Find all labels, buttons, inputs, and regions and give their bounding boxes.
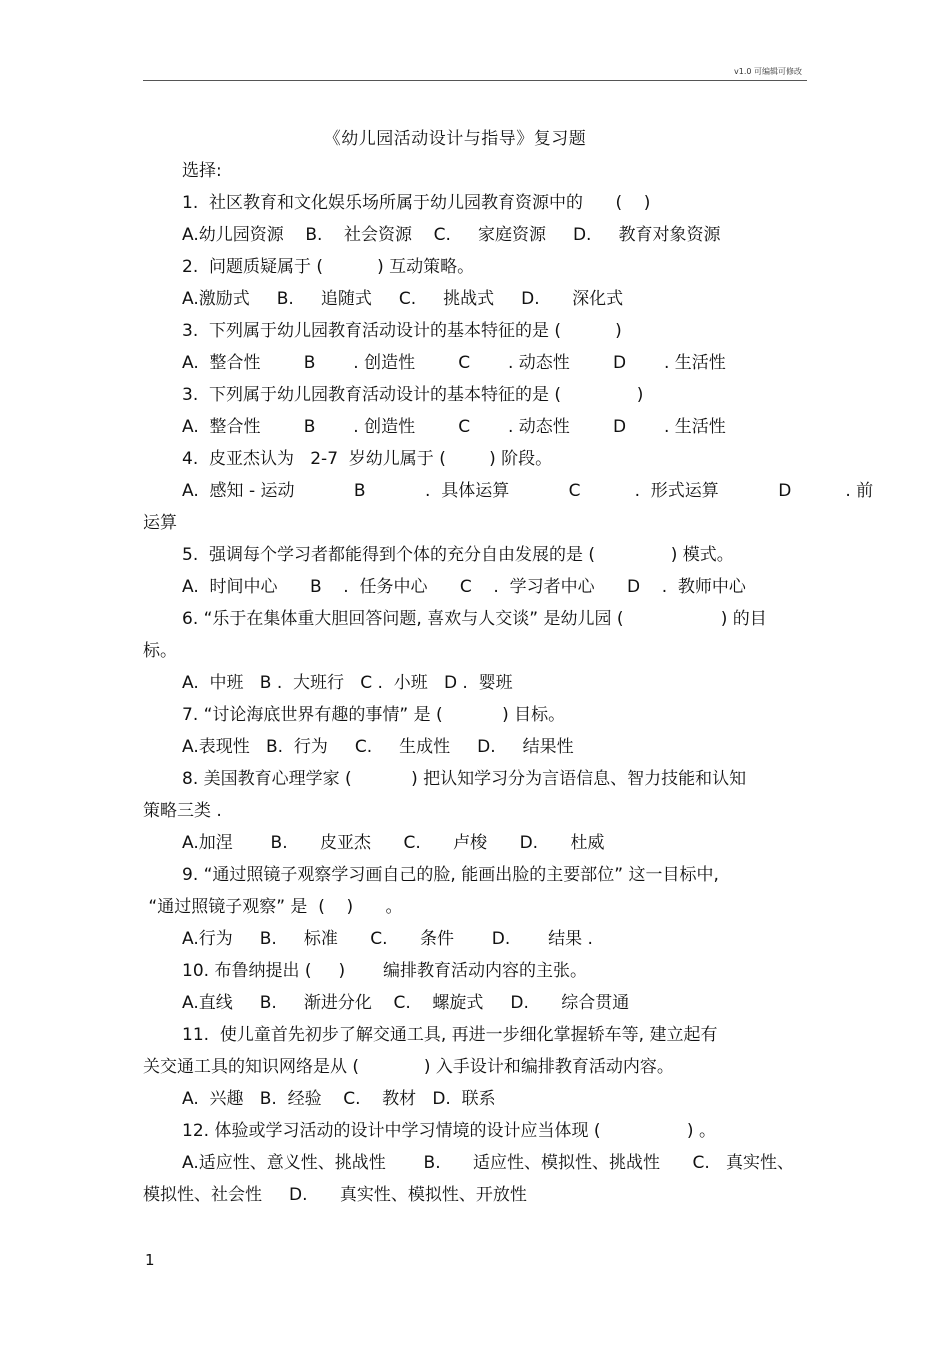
question-line: 3. 下列属于幼儿园教育活动设计的基本特征的是 ( ) — [182, 385, 644, 405]
header-rule — [143, 80, 807, 81]
question-line: 12. 体验或学习活动的设计中学习情境的设计应当体现 ( ) 。 — [182, 1121, 716, 1141]
options-line: A.表现性 B. 行为 C. 生成性 D. 结果性 — [182, 737, 574, 757]
continuation-line: 标。 — [143, 641, 177, 661]
document-body — [143, 155, 874, 1211]
section-label: 选择: — [182, 161, 222, 181]
question-line: 11. 使儿童首先初步了解交通工具, 再进一步细化掌握轿车等, 建立起有 — [182, 1025, 718, 1045]
options-line: A. 中班 B . 大班行 C . 小班 D . 婴班 — [182, 673, 513, 693]
continuation-line: 模拟性、社会性 D. 真实性、模拟性、开放性 — [143, 1185, 527, 1205]
question-line: 1. 社区教育和文化娱乐场所属于幼儿园教育资源中的 ( ) — [182, 193, 651, 213]
continuation-line: 策略三类 . — [143, 801, 222, 821]
question-line: 9. “通过照镜子观察学习画自己的脸, 能画出脸的主要部位” 这一目标中, — [182, 865, 719, 885]
page-number: 1 — [145, 1251, 155, 1269]
continuation-line: 关交通工具的知识网络是从 ( ) 入手设计和编排教育活动内容。 — [143, 1057, 674, 1077]
header-note: v1.0 可编辑可修改 — [734, 67, 802, 76]
question-line: 4. 皮亚杰认为 2-7 岁幼儿属于 ( ) 阶段。 — [182, 449, 553, 469]
question-line: 3. 下列属于幼儿园教育活动设计的基本特征的是 ( ) — [182, 321, 622, 341]
options-line: A.幼儿园资源 B. 社会资源 C. 家庭资源 D. 教育对象资源 — [182, 225, 721, 245]
title-text: 《幼儿园活动设计与指导》复习题 — [323, 129, 587, 149]
options-line: A.行为 B. 标准 C. 条件 D. 结果 . — [182, 929, 593, 949]
question-line: 8. 美国教育心理学家 ( ) 把认知学习分为言语信息、智力技能和认知 — [182, 769, 747, 789]
question-line: 10. 布鲁纳提出 ( ) 编排教育活动内容的主张。 — [182, 961, 587, 981]
options-line: A. 兴趣 B. 经验 C. 教材 D. 联系 — [182, 1089, 496, 1109]
options-line: A. 整合性 B . 创造性 C . 动态性 D . 生活性 — [182, 353, 726, 373]
continuation-line: 运算 — [143, 513, 177, 533]
options-line: A. 感知 - 运动 B . 具体运算 C . 形式运算 D . 前 — [182, 481, 874, 501]
options-line: A.加涅 B. 皮亚杰 C. 卢梭 D. 杜威 — [182, 833, 605, 853]
question-line: 2. 问题质疑属于 ( ) 互动策略。 — [182, 257, 475, 277]
question-line: 5. 强调每个学习者都能得到个体的充分自由发展的是 ( ) 模式。 — [182, 545, 734, 565]
options-line: A.直线 B. 渐进分化 C. 螺旋式 D. 综合贯通 — [182, 993, 630, 1013]
options-line: A. 整合性 B . 创造性 C . 动态性 D . 生活性 — [182, 417, 726, 437]
question-line: 6. “乐于在集体重大胆回答问题, 喜欢与人交谈” 是幼儿园 ( ) 的目 — [182, 609, 767, 629]
continuation-line: “通过照镜子观察” 是 ( ) 。 — [143, 897, 403, 917]
options-line: A.适应性、意义性、挑战性 B. 适应性、模拟性、挑战性 C. 真实性、 — [182, 1153, 794, 1173]
options-line: A.激励式 B. 追随式 C. 挑战式 D. 深化式 — [182, 289, 624, 309]
question-line: 7. “讨论海底世界有趣的事情” 是 ( ) 目标。 — [182, 705, 566, 725]
document-title — [0, 124, 950, 149]
options-line: A. 时间中心 B . 任务中心 C . 学习者中心 D . 教师中心 — [182, 577, 746, 597]
